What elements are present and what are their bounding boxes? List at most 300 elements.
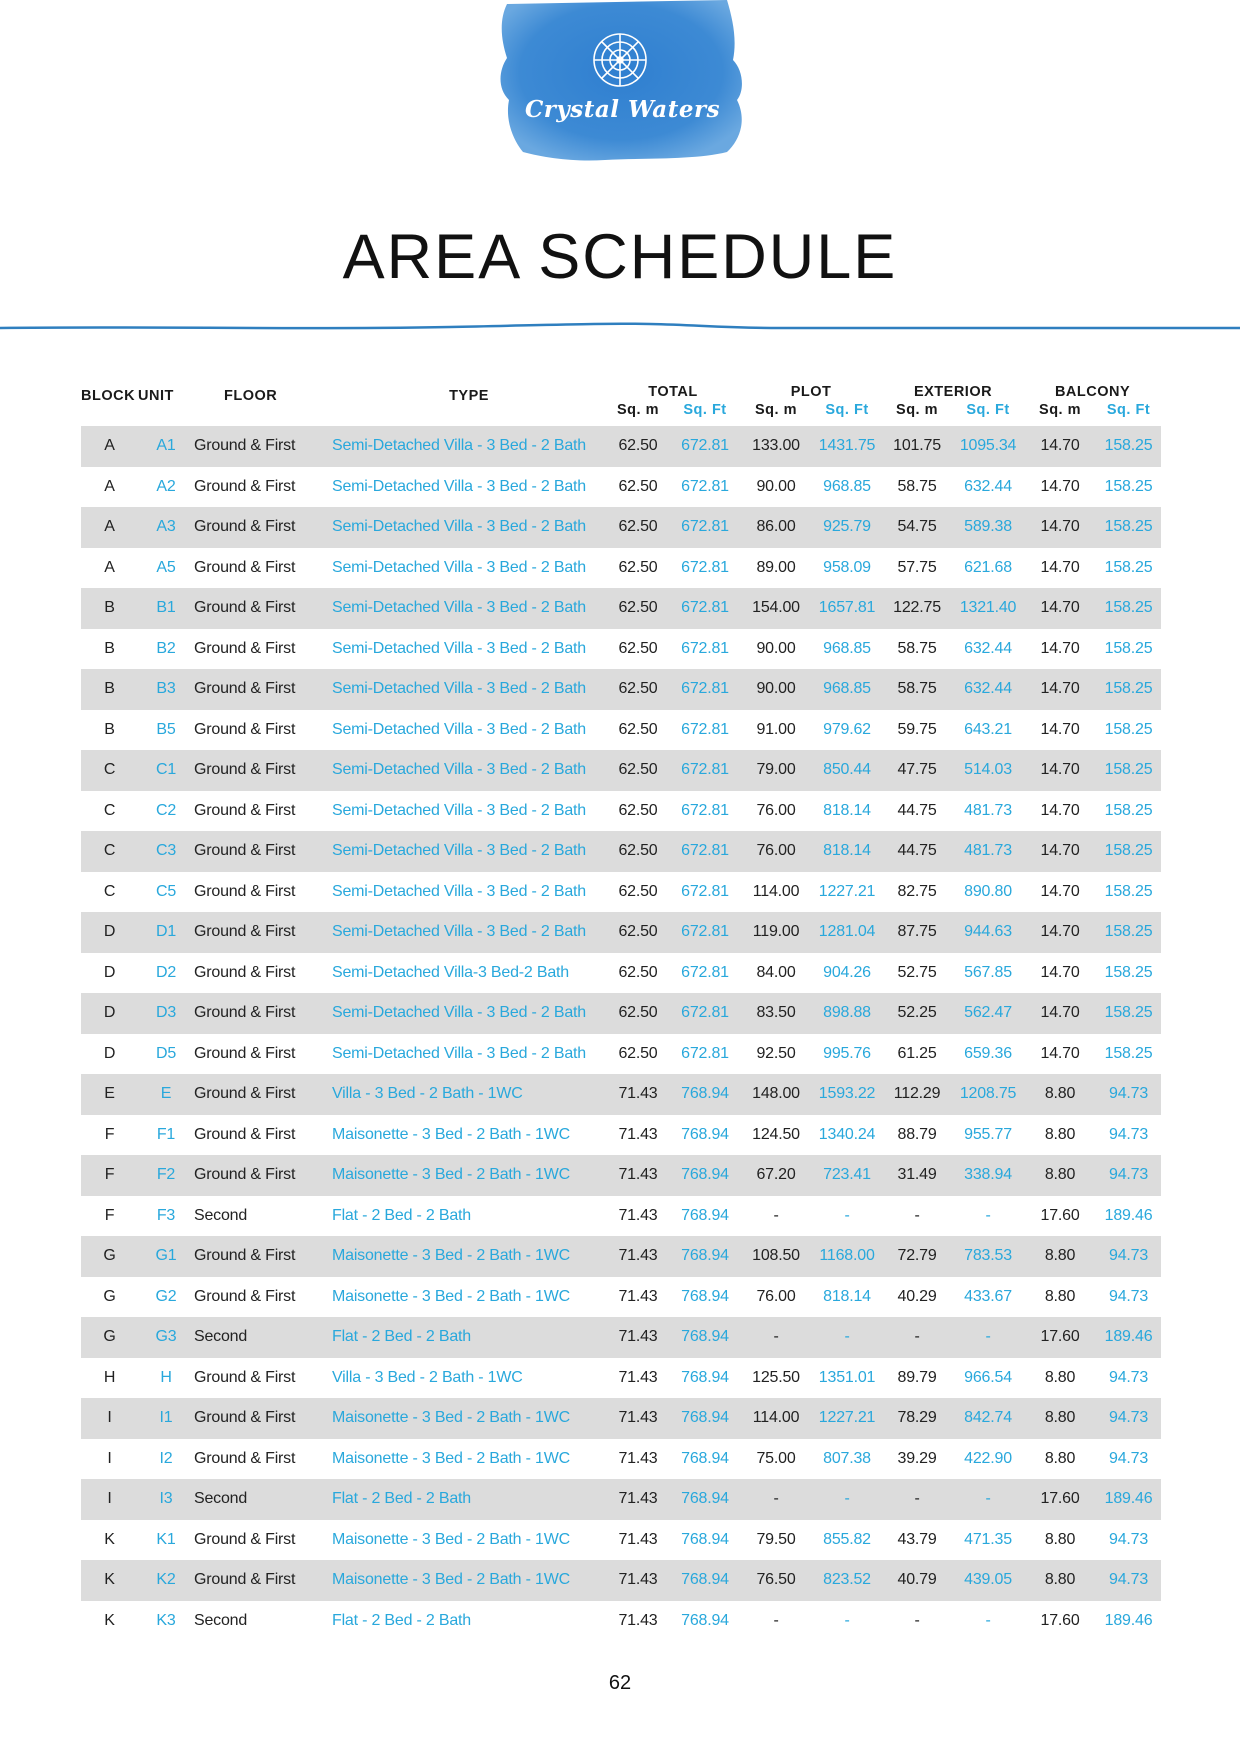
cell-floor: Ground & First: [194, 801, 296, 819]
cell-total-sqm: 62.50: [618, 558, 658, 576]
cell-plot-sqm: 89.00: [756, 558, 796, 576]
cell-type: Semi-Detached Villa - 3 Bed - 2 Bath: [332, 831, 606, 872]
cell-plot-sqm: 119.00: [740, 912, 812, 953]
cell-plot-sqm: 67.20: [740, 1155, 812, 1196]
cell-floor: Ground & First: [194, 720, 296, 738]
cell-bal-sqm: 8.80: [1024, 1155, 1096, 1196]
table-row: [81, 1520, 1161, 1561]
cell-total-sqm: 62.50: [618, 1044, 658, 1062]
cell-total-sqft: 768.94: [681, 1287, 729, 1305]
cell-bal-sqm: 14.70: [1040, 1044, 1080, 1062]
cell-bal-sqft: 158.25: [1104, 801, 1153, 819]
cell-ext-sqm: 112.29: [882, 1074, 952, 1115]
cell-ext-sqft: 422.90: [964, 1449, 1012, 1467]
cell-total-sqft: 768.94: [681, 1530, 729, 1548]
cell-total-sqft: 768.94: [670, 1317, 740, 1358]
header-total-sqm: Sq. m: [617, 402, 659, 418]
cell-bal-sqft: 189.46: [1096, 1317, 1161, 1358]
cell-type: Semi-Detached Villa - 3 Bed - 2 Bath: [332, 882, 586, 900]
cell-ext-sqm: 88.79: [897, 1125, 937, 1143]
cell-ext-sqft: 481.73: [952, 831, 1024, 872]
area-schedule-table: [81, 380, 1161, 1641]
cell-ext-sqft: 842.74: [952, 1398, 1024, 1439]
cell-type: Maisonette - 3 Bed - 2 Bath - 1WC: [332, 1449, 570, 1467]
table-row: [81, 831, 1161, 872]
table-row: [81, 1034, 1161, 1075]
cell-block: B: [81, 669, 138, 710]
logo-text: Crystal Waters: [524, 96, 721, 123]
cell-floor: Ground & First: [194, 639, 296, 657]
cell-total-sqm: 71.43: [618, 1449, 658, 1467]
cell-plot-sqm: 133.00: [740, 426, 812, 467]
cell-block: K: [81, 1560, 138, 1601]
header-plot-sqm: Sq. m: [755, 402, 797, 418]
cell-ext-sqft: 890.80: [964, 882, 1012, 900]
cell-unit: K2: [138, 1560, 194, 1601]
cell-block: C: [103, 882, 116, 900]
table-row: [81, 669, 1161, 710]
wave-divider: [0, 318, 1240, 338]
cell-type: Maisonette - 3 Bed - 2 Bath - 1WC: [332, 1155, 606, 1196]
cell-plot-sqft: 1351.01: [818, 1368, 876, 1386]
cell-block: H: [103, 1368, 116, 1386]
cell-block: A: [104, 558, 115, 576]
cell-unit: I2: [159, 1449, 173, 1467]
cell-plot-sqm: 108.50: [740, 1236, 812, 1277]
cell-bal-sqm: 8.80: [1024, 1560, 1096, 1601]
cell-ext-sqft: 562.47: [952, 993, 1024, 1034]
cell-bal-sqm: 8.80: [1044, 1449, 1076, 1467]
cell-ext-sqft: 966.54: [964, 1368, 1012, 1386]
cell-bal-sqm: 14.70: [1024, 669, 1096, 710]
cell-bal-sqm: 17.60: [1024, 1479, 1096, 1520]
cell-total-sqm: 62.50: [606, 669, 670, 710]
table-row: [81, 953, 1161, 994]
cell-type: Semi-Detached Villa-3 Bed-2 Bath: [332, 963, 569, 981]
header-exterior-sqm: Sq. m: [896, 402, 939, 418]
cell-type: Flat - 2 Bed - 2 Bath: [332, 1206, 471, 1224]
cell-unit: I3: [138, 1479, 194, 1520]
table-row: [81, 588, 1161, 629]
cell-total-sqft: 768.94: [670, 1398, 740, 1439]
cell-type: Flat - 2 Bed - 2 Bath: [332, 1611, 471, 1629]
table-row: [81, 1236, 1161, 1277]
table-row: [81, 993, 1161, 1034]
cell-plot-sqm: 76.00: [756, 1287, 796, 1305]
cell-block: A: [81, 426, 138, 467]
cell-block: D: [103, 1044, 116, 1062]
cell-total-sqm: 71.43: [618, 1287, 658, 1305]
cell-ext-sqft: 783.53: [952, 1236, 1024, 1277]
cell-floor: Ground & First: [194, 831, 332, 872]
cell-ext-sqft: 439.05: [952, 1560, 1024, 1601]
cell-unit: E: [138, 1074, 194, 1115]
table-row: [81, 1196, 1161, 1237]
cell-plot-sqft: 968.85: [812, 669, 882, 710]
cell-block: E: [81, 1074, 138, 1115]
cell-unit: A1: [138, 426, 194, 467]
cell-total-sqft: 672.81: [681, 1044, 729, 1062]
cell-total-sqm: 62.50: [606, 588, 670, 629]
cell-bal-sqft: 158.25: [1096, 912, 1161, 953]
cell-bal-sqm: 14.70: [1024, 912, 1096, 953]
cell-total-sqft: 768.94: [681, 1368, 729, 1386]
cell-floor: Ground & First: [194, 1236, 332, 1277]
cell-ext-sqft: 567.85: [964, 963, 1012, 981]
cell-ext-sqm: 31.49: [882, 1155, 952, 1196]
table-row: [81, 750, 1161, 791]
cell-unit: G2: [155, 1287, 177, 1305]
cell-bal-sqft: 94.73: [1109, 1368, 1149, 1386]
cell-bal-sqft: 94.73: [1109, 1125, 1149, 1143]
cell-ext-sqft: 433.67: [964, 1287, 1012, 1305]
header-floor: FLOOR: [224, 388, 278, 404]
cell-ext-sqft: 955.77: [964, 1125, 1012, 1143]
cell-block: B: [104, 639, 115, 657]
cell-type: Maisonette - 3 Bed - 2 Bath - 1WC: [332, 1398, 606, 1439]
cell-plot-sqft: -: [812, 1317, 882, 1358]
cell-plot-sqm: 79.50: [756, 1530, 796, 1548]
cell-ext-sqft: 944.63: [952, 912, 1024, 953]
cell-ext-sqm: 52.25: [882, 993, 952, 1034]
cell-plot-sqft: 1281.04: [812, 912, 882, 953]
cell-block: I: [81, 1479, 138, 1520]
cell-block: B: [104, 720, 115, 738]
cell-floor: Ground & First: [194, 1074, 332, 1115]
table-row: [81, 1398, 1161, 1439]
cell-bal-sqft: 158.25: [1104, 963, 1153, 981]
cell-bal-sqm: 14.70: [1040, 801, 1080, 819]
header-exterior: EXTERIOR: [913, 384, 993, 400]
cell-floor: Ground & First: [194, 1368, 296, 1386]
cell-total-sqft: 672.81: [681, 558, 729, 576]
cell-unit: A2: [156, 477, 176, 495]
cell-plot-sqft: 807.38: [823, 1449, 871, 1467]
header-block: BLOCK: [81, 388, 136, 404]
cell-ext-sqm: 58.75: [897, 639, 937, 657]
cell-total-sqft: 768.94: [670, 1479, 740, 1520]
cell-ext-sqm: 58.75: [882, 669, 952, 710]
cell-type: Semi-Detached Villa - 3 Bed - 2 Bath: [332, 912, 606, 953]
cell-ext-sqm: 78.29: [882, 1398, 952, 1439]
cell-unit: I1: [138, 1398, 194, 1439]
cell-ext-sqft: 659.36: [964, 1044, 1012, 1062]
cell-total-sqft: 672.81: [681, 963, 729, 981]
cell-floor: Ground & First: [194, 1560, 332, 1601]
cell-plot-sqm: -: [773, 1611, 779, 1629]
cell-total-sqm: 71.43: [618, 1206, 658, 1224]
header-plot: PLOT: [790, 384, 832, 400]
cell-ext-sqm: 61.25: [897, 1044, 937, 1062]
cell-total-sqft: 672.81: [670, 750, 740, 791]
cell-plot-sqm: 76.00: [756, 801, 796, 819]
cell-plot-sqm: 92.50: [756, 1044, 796, 1062]
cell-ext-sqm: 44.75: [882, 831, 952, 872]
cell-plot-sqft: -: [844, 1206, 850, 1224]
cell-unit: G1: [138, 1236, 194, 1277]
cell-plot-sqm: 114.00: [752, 882, 800, 900]
cell-bal-sqm: 8.80: [1024, 1074, 1096, 1115]
cell-unit: A3: [138, 507, 194, 548]
cell-ext-sqft: 589.38: [952, 507, 1024, 548]
header-total-sqft: Sq. Ft: [683, 402, 727, 418]
cell-block: D: [103, 963, 116, 981]
cell-plot-sqm: 125.50: [752, 1368, 800, 1386]
cell-ext-sqft: 632.44: [964, 639, 1012, 657]
cell-bal-sqft: 158.25: [1104, 639, 1153, 657]
cell-type: Semi-Detached Villa - 3 Bed - 2 Bath: [332, 1044, 586, 1062]
cell-ext-sqft: -: [985, 1206, 991, 1224]
cell-floor: Ground & First: [194, 558, 296, 576]
cell-type: Flat - 2 Bed - 2 Bath: [332, 1479, 606, 1520]
cell-total-sqm: 71.43: [618, 1611, 658, 1629]
cell-ext-sqm: -: [882, 1479, 952, 1520]
table-row: [81, 1479, 1161, 1520]
page-number: 62: [608, 1672, 632, 1694]
cell-type: Maisonette - 3 Bed - 2 Bath - 1WC: [332, 1236, 606, 1277]
cell-total-sqm: 62.50: [618, 477, 658, 495]
table-row: [81, 1115, 1161, 1156]
cell-floor: Ground & First: [194, 669, 332, 710]
cell-ext-sqft: 621.68: [964, 558, 1012, 576]
header-balcony-sqft: Sq. Ft: [1106, 402, 1151, 418]
cell-plot-sqft: 1227.21: [812, 1398, 882, 1439]
table-row: [81, 912, 1161, 953]
header-unit: UNIT: [138, 388, 174, 404]
cell-plot-sqm: -: [740, 1479, 812, 1520]
cell-plot-sqft: 968.85: [823, 639, 871, 657]
cell-total-sqft: 672.81: [670, 912, 740, 953]
cell-total-sqft: 672.81: [670, 993, 740, 1034]
cell-bal-sqm: 8.80: [1024, 1398, 1096, 1439]
cell-total-sqft: 672.81: [670, 588, 740, 629]
cell-total-sqft: 768.94: [670, 1560, 740, 1601]
cell-plot-sqft: 818.14: [823, 1287, 871, 1305]
cell-type: Semi-Detached Villa - 3 Bed - 2 Bath: [332, 477, 586, 495]
cell-total-sqft: 672.81: [681, 720, 729, 738]
cell-unit: F3: [156, 1206, 176, 1224]
cell-unit: D2: [155, 963, 177, 981]
cell-bal-sqft: 158.25: [1096, 669, 1161, 710]
cell-type: Flat - 2 Bed - 2 Bath: [332, 1317, 606, 1358]
cell-bal-sqm: 8.80: [1044, 1530, 1076, 1548]
cell-type: Semi-Detached Villa - 3 Bed - 2 Bath: [332, 507, 606, 548]
cell-plot-sqm: 90.00: [740, 669, 812, 710]
cell-bal-sqm: 14.70: [1024, 588, 1096, 629]
cell-floor: Ground & First: [194, 882, 296, 900]
cell-unit: C5: [155, 882, 177, 900]
cell-plot-sqft: 1168.00: [812, 1236, 882, 1277]
cell-type: Semi-Detached Villa - 3 Bed - 2 Bath: [332, 588, 606, 629]
cell-ext-sqm: 52.75: [897, 963, 937, 981]
cell-total-sqft: 672.81: [681, 639, 729, 657]
cell-bal-sqm: 14.70: [1024, 831, 1096, 872]
cell-unit: C3: [138, 831, 194, 872]
cell-bal-sqft: 189.46: [1104, 1611, 1153, 1629]
cell-floor: Ground & First: [194, 588, 332, 629]
cell-ext-sqm: 122.75: [882, 588, 952, 629]
cell-floor: Ground & First: [194, 1530, 296, 1548]
cell-plot-sqft: 850.44: [812, 750, 882, 791]
cell-bal-sqm: 14.70: [1040, 720, 1080, 738]
page-title: AREA SCHEDULE: [342, 222, 898, 292]
cell-total-sqm: 62.50: [618, 882, 658, 900]
cell-plot-sqft: 904.26: [823, 963, 871, 981]
cell-floor: Ground & First: [194, 1287, 296, 1305]
cell-block: C: [81, 831, 138, 872]
cell-bal-sqft: 158.25: [1096, 750, 1161, 791]
cell-block: G: [103, 1287, 116, 1305]
cell-type: Semi-Detached Villa - 3 Bed - 2 Bath: [332, 426, 606, 467]
cell-plot-sqft: 1593.22: [812, 1074, 882, 1115]
cell-total-sqm: 62.50: [618, 801, 658, 819]
cell-plot-sqft: 1657.81: [812, 588, 882, 629]
cell-total-sqm: 71.43: [618, 1530, 658, 1548]
cell-bal-sqm: 8.80: [1024, 1236, 1096, 1277]
cell-bal-sqm: 8.80: [1044, 1125, 1076, 1143]
cell-total-sqm: 71.43: [606, 1560, 670, 1601]
cell-plot-sqm: 75.00: [756, 1449, 796, 1467]
cell-total-sqft: 768.94: [681, 1125, 729, 1143]
cell-type: Semi-Detached Villa - 3 Bed - 2 Bath: [332, 639, 586, 657]
cell-total-sqft: 768.94: [681, 1206, 729, 1224]
cell-block: C: [103, 801, 116, 819]
cell-ext-sqft: 643.21: [964, 720, 1012, 738]
cell-bal-sqft: 158.25: [1104, 882, 1153, 900]
cell-total-sqm: 62.50: [606, 426, 670, 467]
table-row: [81, 1601, 1161, 1642]
cell-ext-sqm: 87.75: [882, 912, 952, 953]
cell-plot-sqm: 79.00: [740, 750, 812, 791]
cell-total-sqm: 71.43: [618, 1368, 658, 1386]
cell-floor: Ground & First: [194, 477, 296, 495]
table-row: [81, 1155, 1161, 1196]
cell-bal-sqm: 14.70: [1024, 750, 1096, 791]
cell-unit: B2: [156, 639, 176, 657]
cell-plot-sqft: 823.52: [812, 1560, 882, 1601]
cell-bal-sqm: 14.70: [1040, 963, 1080, 981]
cell-ext-sqm: 47.75: [882, 750, 952, 791]
cell-bal-sqm: 17.60: [1040, 1206, 1080, 1224]
table-row: [81, 872, 1161, 913]
cell-ext-sqm: 72.79: [882, 1236, 952, 1277]
cell-block: B: [81, 588, 138, 629]
cell-total-sqm: 71.43: [618, 1125, 658, 1143]
cell-total-sqm: 71.43: [606, 1236, 670, 1277]
cell-floor: Ground & First: [194, 993, 332, 1034]
cell-type: Semi-Detached Villa - 3 Bed - 2 Bath: [332, 669, 606, 710]
crystal-waters-logo: [495, 0, 750, 162]
table-row: [81, 507, 1161, 548]
cell-bal-sqm: 14.70: [1024, 993, 1096, 1034]
cell-bal-sqm: 14.70: [1024, 426, 1096, 467]
cell-ext-sqft: 1321.40: [952, 588, 1024, 629]
cell-bal-sqm: 14.70: [1024, 507, 1096, 548]
cell-unit: B3: [138, 669, 194, 710]
cell-block: A: [104, 477, 115, 495]
cell-plot-sqm: 148.00: [740, 1074, 812, 1115]
cell-plot-sqft: 1340.24: [818, 1125, 876, 1143]
cell-bal-sqft: 158.25: [1096, 507, 1161, 548]
cell-total-sqft: 672.81: [681, 477, 729, 495]
cell-bal-sqft: 158.25: [1096, 426, 1161, 467]
cell-bal-sqft: 94.73: [1096, 1155, 1161, 1196]
header-balcony-sqm: Sq. m: [1039, 402, 1082, 418]
cell-total-sqm: 62.50: [618, 720, 658, 738]
cell-ext-sqm: 40.79: [882, 1560, 952, 1601]
cell-total-sqft: 768.94: [681, 1449, 729, 1467]
cell-ext-sqft: 632.44: [952, 669, 1024, 710]
cell-ext-sqm: 57.75: [897, 558, 937, 576]
table-row: [81, 426, 1161, 467]
cell-ext-sqm: 39.29: [897, 1449, 937, 1467]
cell-ext-sqm: 82.75: [897, 882, 937, 900]
cell-ext-sqm: 43.79: [897, 1530, 937, 1548]
cell-block: A: [81, 507, 138, 548]
cell-bal-sqft: 158.25: [1096, 831, 1161, 872]
cell-bal-sqft: 94.73: [1109, 1287, 1149, 1305]
cell-plot-sqm: 76.00: [740, 831, 812, 872]
cell-bal-sqm: 8.80: [1044, 1287, 1076, 1305]
cell-type: Semi-Detached Villa - 3 Bed - 2 Bath: [332, 801, 586, 819]
cell-ext-sqm: 54.75: [882, 507, 952, 548]
cell-ext-sqft: 514.03: [952, 750, 1024, 791]
cell-ext-sqft: 471.35: [964, 1530, 1012, 1548]
cell-plot-sqft: 979.62: [823, 720, 871, 738]
cell-total-sqm: 62.50: [606, 831, 670, 872]
cell-bal-sqft: 94.73: [1109, 1449, 1149, 1467]
cell-block: K: [104, 1611, 115, 1629]
cell-ext-sqm: -: [882, 1317, 952, 1358]
cell-block: F: [81, 1155, 138, 1196]
cell-plot-sqm: 84.00: [756, 963, 796, 981]
cell-bal-sqft: 94.73: [1096, 1236, 1161, 1277]
header-row-primary: [81, 380, 1161, 400]
cell-type: Semi-Detached Villa - 3 Bed - 2 Bath: [332, 720, 586, 738]
cell-bal-sqft: 158.25: [1104, 720, 1153, 738]
cell-total-sqm: 62.50: [606, 750, 670, 791]
cell-unit: C2: [155, 801, 177, 819]
table-row: [81, 710, 1161, 751]
cell-unit: C1: [138, 750, 194, 791]
cell-floor: Second: [194, 1611, 248, 1629]
cell-ext-sqft: -: [952, 1317, 1024, 1358]
header-exterior-sqft: Sq. Ft: [966, 402, 1010, 418]
cell-ext-sqft: -: [985, 1611, 991, 1629]
cell-total-sqm: 62.50: [606, 507, 670, 548]
cell-unit: H: [160, 1368, 172, 1386]
cell-floor: Ground & First: [194, 507, 332, 548]
cell-total-sqm: 71.43: [606, 1479, 670, 1520]
cell-bal-sqm: 14.70: [1040, 558, 1080, 576]
cell-plot-sqft: 925.79: [812, 507, 882, 548]
cell-bal-sqft: 158.25: [1096, 588, 1161, 629]
cell-unit: A5: [156, 558, 176, 576]
cell-block: G: [81, 1236, 138, 1277]
table-row: [81, 791, 1161, 832]
table-row: [81, 1074, 1161, 1115]
cell-ext-sqm: 89.79: [897, 1368, 937, 1386]
cell-bal-sqft: 158.25: [1104, 1044, 1153, 1062]
cell-floor: Second: [194, 1206, 248, 1224]
cell-plot-sqft: 818.14: [823, 801, 871, 819]
cell-floor: Second: [194, 1317, 332, 1358]
cell-ext-sqft: -: [952, 1479, 1024, 1520]
cell-total-sqft: 768.94: [670, 1236, 740, 1277]
table-row: [81, 1358, 1161, 1399]
cell-plot-sqm: 124.50: [752, 1125, 800, 1143]
cell-type: Semi-Detached Villa - 3 Bed - 2 Bath: [332, 558, 586, 576]
